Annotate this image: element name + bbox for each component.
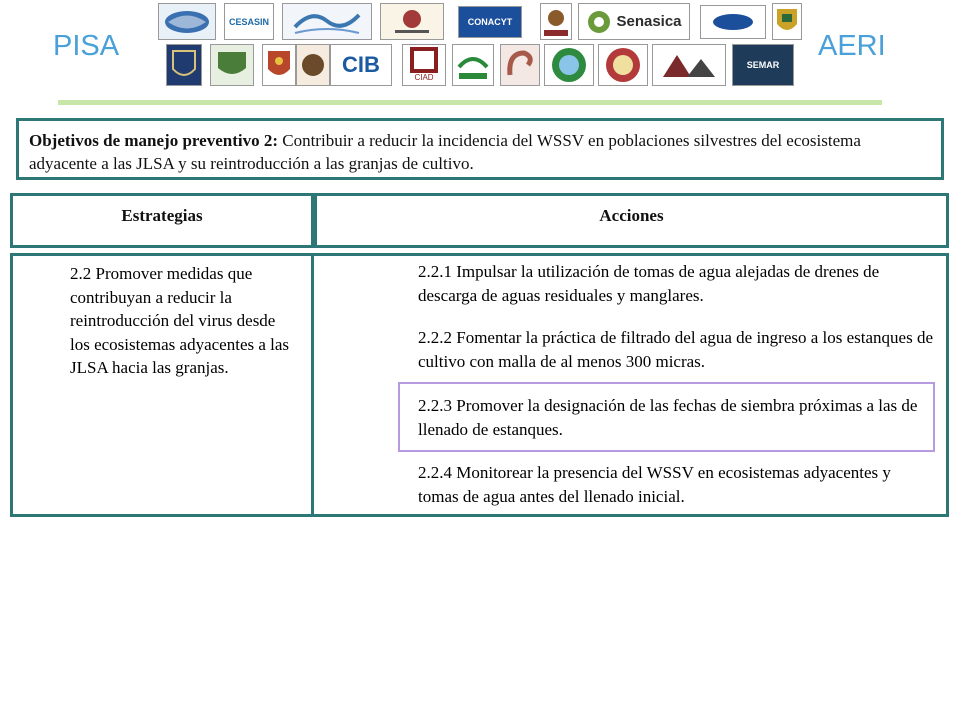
- fish-agency-logo: [158, 3, 216, 40]
- objective-box: [16, 118, 944, 180]
- svg-text:CIAD: CIAD: [414, 73, 434, 82]
- comite-bcs-logo: [380, 3, 444, 40]
- red-diagnostico-logo: [652, 44, 726, 86]
- round-seal-green-logo: [544, 44, 594, 86]
- sinaloa-logo: [452, 44, 494, 86]
- state-shield-logo: [772, 3, 802, 40]
- coat-of-arms-logo: [296, 44, 330, 86]
- cib-logo: CIB: [330, 44, 392, 86]
- cesasin-logo: CESASIN: [224, 3, 274, 40]
- shield-logo-3: [262, 44, 296, 86]
- strategies-header: Estrategias: [10, 193, 314, 248]
- header-divider: [58, 100, 882, 105]
- round-seal-red-logo: [598, 44, 648, 86]
- objective-title: Objetivos de manejo preventivo 2:: [29, 131, 278, 150]
- comite-nayarit-logo: [282, 3, 372, 40]
- shrimp-logo: [500, 44, 540, 86]
- actions-header: Acciones: [314, 193, 949, 248]
- action-item: 2.2.2 Fomentar la práctica de filtrado del agua de ingreso a los estanques de cultivo con malla de al menos 300 micras.: [418, 328, 934, 371]
- aeri-label: AERI: [818, 30, 886, 62]
- conacyt-logo: CONACYT: [458, 6, 522, 38]
- senasica-logo: Senasica: [578, 3, 690, 40]
- action-item: 2.2.1 Impulsar la utilización de tomas de agua alejadas de drenes de descarga de aguas residuales y manglares.: [418, 262, 880, 305]
- conapesca-logo: [700, 5, 766, 39]
- shield-logo-2: [210, 44, 254, 86]
- action-item-highlighted: 2.2.3 Promover la designación de las fechas de siembra próximas a las de llenado de estanques.: [418, 396, 918, 439]
- sagarpa-logo: [540, 3, 572, 40]
- objective-text: Contribuir a reducir la incidencia del WSSV en poblaciones silvestres del ecosistema adyacente a las JLSA y su reintroducción a las granjas de cultivo.: [29, 131, 861, 173]
- ciad-logo: [402, 44, 446, 86]
- action-item: 2.2.4 Monitorear la presencia del WSSV en ecosistemas adyacentes y tomas de agua antes del llenado inicial.: [418, 463, 891, 506]
- semar-logo: SEMAR: [732, 44, 794, 86]
- pisa-label: PISA: [53, 30, 120, 62]
- unam-logo: [166, 44, 202, 86]
- strategy-text: 2.2 Promover medidas que contribuyan a reducir la reintroducción del virus desde los ecosistemas adyacentes a las JLSA hacia las granjas.: [70, 264, 290, 377]
